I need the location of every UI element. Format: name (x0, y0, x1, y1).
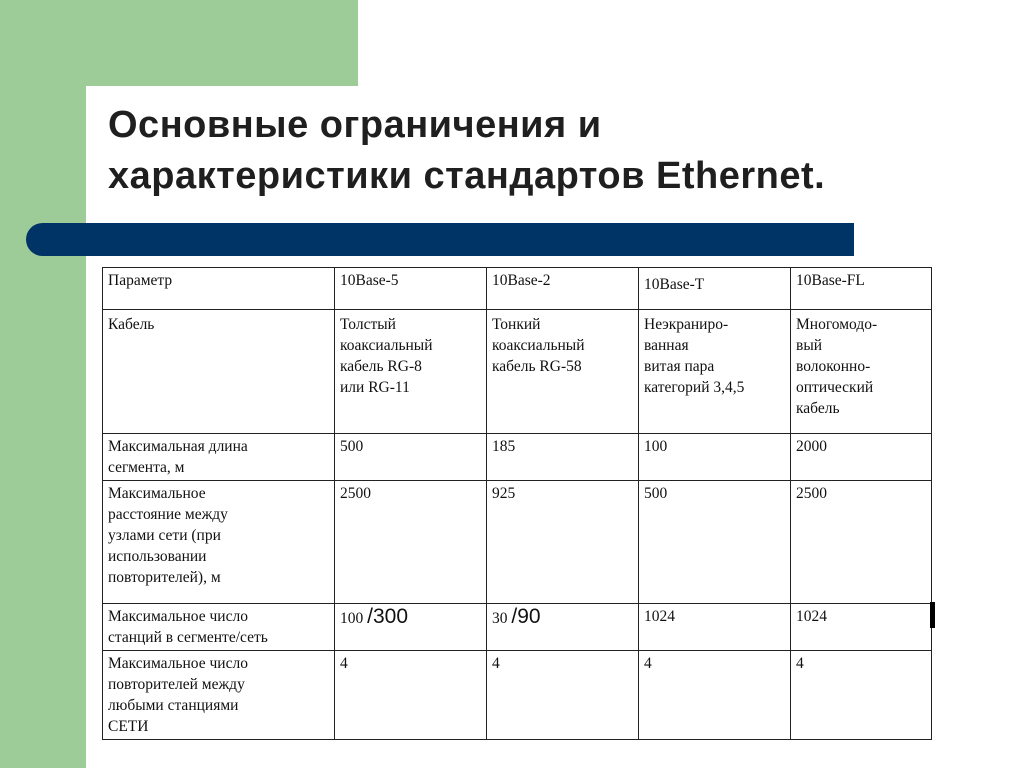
slide-title (108, 100, 988, 202)
table-cell: 500 (639, 481, 791, 604)
cell-line: повторителей между (108, 676, 245, 693)
cell-line: кабель (796, 400, 840, 417)
table-row-max-repeaters (103, 651, 932, 740)
cell-line: коаксиальный (492, 337, 585, 354)
table-cell (487, 310, 639, 434)
table-cell (791, 310, 932, 434)
table-cell: 4 (791, 651, 932, 740)
table-cell (103, 310, 335, 434)
cell-value-large: /90 (511, 605, 541, 628)
table-cell (487, 604, 639, 651)
cell-line: расстояние между (108, 506, 228, 523)
table-cell (103, 604, 335, 651)
cell-line: узлами сети (при (108, 527, 221, 544)
table-cell: 1024 (791, 604, 932, 651)
cell-line: сегмента, м (108, 459, 185, 476)
table-row-max-node-distance (103, 481, 932, 604)
decor-green-left-strip (0, 0, 86, 768)
table-cell (103, 651, 335, 740)
cell-line: категорий 3,4,5 (644, 379, 745, 396)
cell-line: Максимальная длина (108, 438, 248, 455)
header-cell-10baset: 10Base-T (639, 268, 791, 310)
table-cell (639, 310, 791, 434)
cell-line: оптический (796, 379, 874, 396)
header-cell-10base2: 10Base-2 (487, 268, 639, 310)
cell-line: Кабель (108, 316, 155, 333)
table-cell: 1024 (639, 604, 791, 651)
cell-line: вый (796, 337, 823, 354)
decor-green-top-block (0, 0, 358, 86)
cell-line: Максимальное (108, 485, 206, 502)
ethernet-standards-table (102, 267, 932, 740)
cell-line: ванная (644, 337, 689, 354)
table-cell: 2000 (791, 434, 932, 481)
table-cell (335, 604, 487, 651)
cell-line: использовании (108, 548, 207, 565)
table-row-max-stations (103, 604, 932, 651)
cell-line: любыми станциями (108, 697, 239, 714)
cell-line: кабель RG-58 (492, 358, 582, 375)
cell-line: Максимальное число (108, 608, 248, 625)
cell-line: Максимальное число (108, 655, 248, 672)
cell-line: Неэкраниро- (644, 316, 729, 333)
table-cell: 2500 (791, 481, 932, 604)
table-header-row (103, 268, 932, 310)
cell-line: повторителей), м (108, 569, 221, 586)
table-cell: 4 (487, 651, 639, 740)
table-cell: 100 (639, 434, 791, 481)
header-cell-parameter: Параметр (103, 268, 335, 310)
cell-line: витая пара (644, 358, 715, 375)
table-cell: 4 (335, 651, 487, 740)
table-cell: 185 (487, 434, 639, 481)
header-cell-10base5: 10Base-5 (335, 268, 487, 310)
cell-line: или RG-11 (340, 379, 410, 396)
cell-line: кабель RG-8 (340, 358, 422, 375)
edge-marker (930, 602, 935, 628)
table-row-cable (103, 310, 932, 434)
table-cell (103, 481, 335, 604)
cell-line: Тонкий (492, 316, 541, 333)
table-row-max-segment-length (103, 434, 932, 481)
table-cell: 925 (487, 481, 639, 604)
cell-line: Толстый (340, 316, 396, 333)
cell-line: станций в сегменте/сеть (108, 629, 268, 646)
table-cell: 4 (639, 651, 791, 740)
title-line-2: характеристики стандартов Ethernet. (108, 155, 826, 197)
cell-line: волоконно- (796, 358, 871, 375)
title-underline-bar (26, 223, 854, 256)
table-cell (103, 434, 335, 481)
cell-line: Многомодо- (796, 316, 878, 333)
header-cell-10basefl: 10Base-FL (791, 268, 932, 310)
cell-value: 100 (340, 610, 364, 627)
cell-line: СЕТИ (108, 718, 149, 735)
cell-value: 30 (492, 610, 508, 627)
cell-value-large: /300 (367, 605, 408, 628)
table-cell: 500 (335, 434, 487, 481)
cell-line: коаксиальный (340, 337, 433, 354)
table-cell: 2500 (335, 481, 487, 604)
table-cell (335, 310, 487, 434)
title-line-1: Основные ограничения и (108, 104, 602, 146)
